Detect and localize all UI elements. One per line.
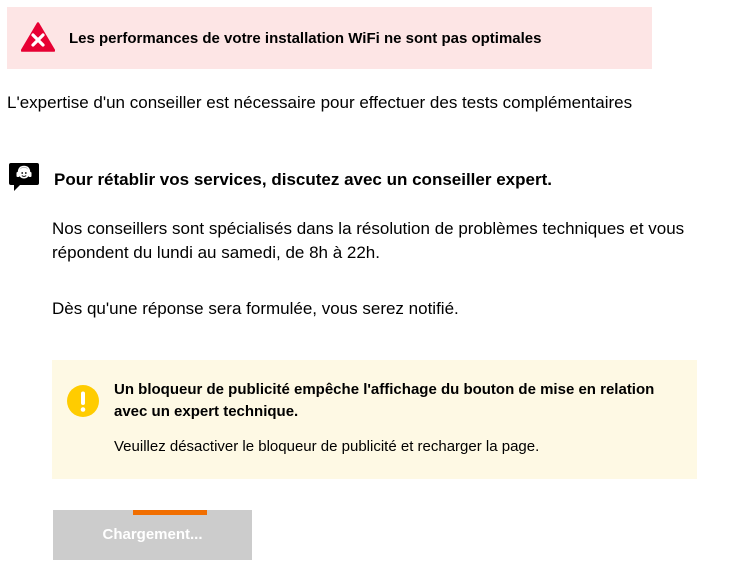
adblock-warning-body: Veuillez désactiver le bloqueur de publicité et recharger la page. — [114, 438, 540, 455]
adblock-warning-alert — [52, 360, 697, 479]
loading-button[interactable] — [53, 510, 252, 560]
error-alert-text: Les performances de votre installation WiFi ne sont pas optimales — [69, 30, 542, 47]
exclamation-icon — [66, 384, 100, 418]
loading-progress-bar — [133, 510, 207, 515]
adblock-warning-title: Un bloqueur de publicité empêche l'affichage du bouton de mise en relation avec un expert technique. — [114, 381, 655, 420]
chat-advisor-icon — [6, 160, 40, 194]
advisor-heading: Pour rétablir vos services, discutez avec un conseiller expert. — [54, 170, 552, 189]
loading-button-label: Chargement... — [102, 526, 203, 543]
error-alert — [7, 7, 652, 69]
intro-text: L'expertise d'un conseiller est nécessaire pour effectuer des tests complémentaires — [7, 93, 633, 112]
advisor-paragraph-notify: Dès qu'une réponse sera formulée, vous serez notifié. — [52, 299, 459, 318]
error-x-icon — [21, 22, 55, 52]
advisor-paragraph-hours: Nos conseillers sont spécialisés dans la résolution de problèmes techniques et vous répondent du lundi au samedi, de 8h à 22h. — [52, 219, 685, 262]
